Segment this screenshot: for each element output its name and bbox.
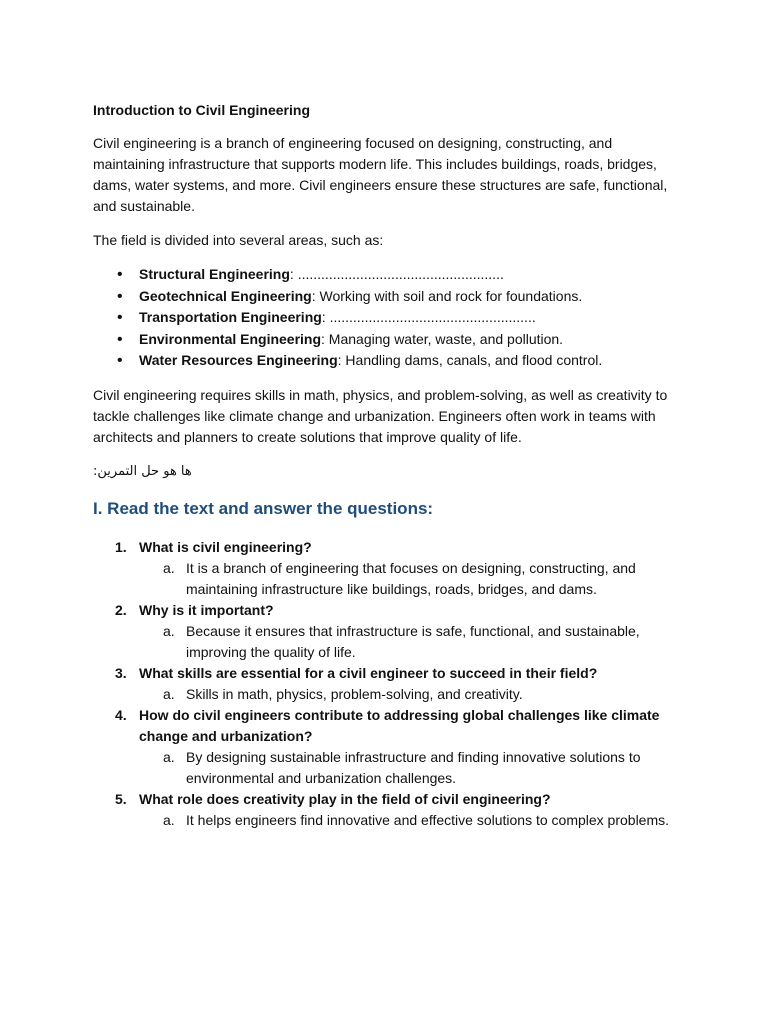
list-item	[93, 286, 683, 308]
answer-text: It is a branch of engineering that focuses on designing, constructing, and maintaining infrastructure like buildings, roads, bridges, and dams.	[186, 559, 636, 597]
question-number: 4.	[115, 706, 127, 723]
area-desc: : Working with soil and rock for foundations.	[311, 287, 583, 304]
answer-label: a.	[163, 685, 175, 702]
list-item	[93, 329, 683, 351]
answer-text: By designing sustainable infrastructure and finding innovative solutions to environmental and urbanization challenges.	[186, 748, 641, 786]
list-item	[93, 264, 683, 286]
bullet-icon: •	[117, 330, 123, 348]
area-desc: : .....................................................	[321, 309, 536, 325]
answer-label: a.	[163, 748, 175, 765]
area-desc: : .....................................................	[289, 266, 504, 282]
area-name: Transportation Engineering	[139, 309, 322, 325]
intro-paragraph: Civil engineering is a branch of engineering focused on designing, constructing, and maintaining infrastructure that supports modern life. This includes buildings, roads, bridges, dams, water systems, and more. Civil engineers ensure these structures are safe, functional, and sustainable.	[93, 135, 668, 214]
answer-item	[93, 621, 683, 663]
answer-label: a.	[163, 559, 175, 576]
question-number: 1.	[115, 538, 127, 555]
question-item	[93, 705, 683, 789]
question-number: 3.	[115, 664, 127, 681]
answer-text: Because it ensures that infrastructure is safe, functional, and sustainable, improving the quality of life.	[186, 622, 640, 660]
list-item	[93, 307, 683, 329]
bullet-icon: •	[117, 266, 123, 283]
area-name: Water Resources Engineering	[139, 352, 338, 368]
bullet-icon: •	[117, 352, 123, 369]
answer-item	[93, 558, 683, 600]
answer-text: Skills in math, physics, problem-solving, and creativity.	[186, 685, 523, 702]
document-title: Introduction to Civil Engineering	[93, 102, 310, 118]
area-name: Geotechnical Engineering	[139, 287, 312, 304]
answer-item	[93, 810, 683, 831]
question-item	[93, 600, 683, 663]
answer-label: a.	[163, 622, 175, 639]
question-text: What is civil engineering?	[139, 538, 312, 555]
answer-item	[93, 684, 683, 705]
arabic-note: ها هو حل التمرين:	[93, 463, 192, 479]
question-text: Why is it important?	[139, 601, 274, 618]
area-name: Environmental Engineering	[139, 330, 322, 347]
list-item	[93, 350, 683, 372]
answer-text: It helps engineers find innovative and effective solutions to complex problems.	[186, 811, 670, 828]
question-text: What skills are essential for a civil engineer to succeed in their field?	[139, 664, 598, 681]
question-text: How do civil engineers contribute to addressing global challenges like climate change and urbanization?	[139, 706, 660, 744]
area-name: Structural Engineering	[139, 266, 290, 282]
answer-item	[93, 747, 683, 789]
answer-label: a.	[163, 811, 175, 828]
bullet-icon: •	[117, 287, 123, 305]
area-desc: : Handling dams, canals, and flood control.	[337, 352, 603, 368]
question-number: 5.	[115, 790, 127, 807]
question-item	[93, 537, 683, 600]
area-desc: : Managing water, waste, and pollution.	[321, 330, 564, 347]
areas-list	[93, 264, 683, 372]
questions-list	[93, 537, 683, 831]
section-heading: I. Read the text and answer the questions:	[93, 498, 434, 518]
areas-intro: The field is divided into several areas, such as:	[93, 232, 384, 248]
question-text: What role does creativity play in the field of civil engineering?	[139, 790, 551, 807]
question-number: 2.	[115, 601, 127, 618]
question-item	[93, 789, 683, 831]
document-page	[93, 100, 683, 831]
skills-paragraph: Civil engineering requires skills in math, physics, and problem-solving, as well as creativity to tackle challenges like climate change and urbanization. Engineers often work in teams with architects and planners to create solutions that improve quality of life.	[93, 386, 668, 445]
question-item	[93, 663, 683, 705]
bullet-icon: •	[117, 309, 123, 326]
